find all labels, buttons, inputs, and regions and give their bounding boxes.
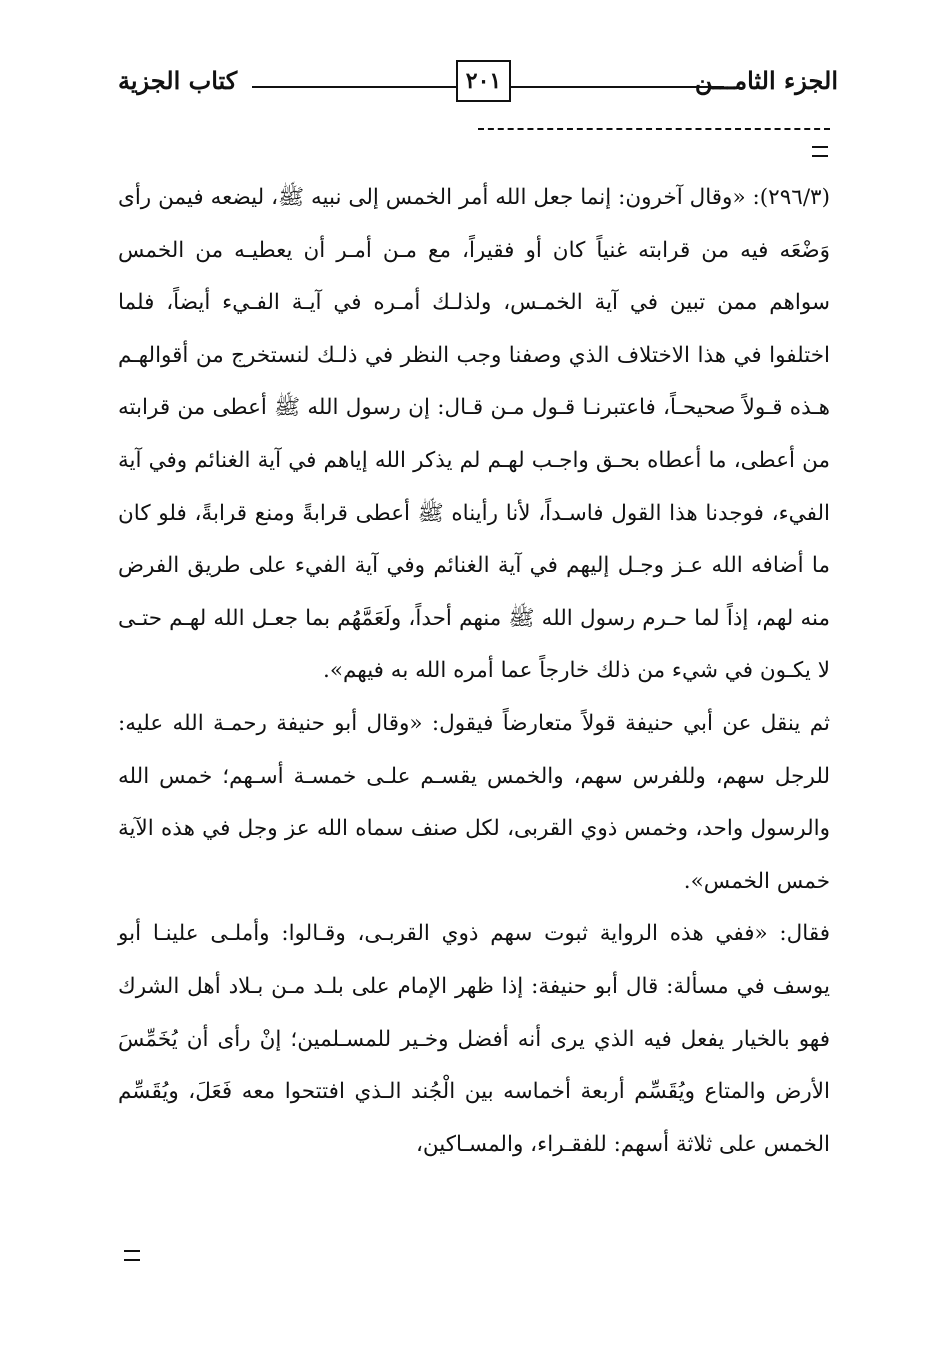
header-rule-left [252, 86, 456, 88]
part-label: الجزء الثامـــن [694, 66, 838, 95]
paragraph-abu-yusuf: فقال: «ففي هذه الرواية ثبوت سهم ذوي القربـى، وقـالوا: وأملـى علينـا أبو يوسف في مسألة: قال أبو حنيفة: إذا ظهر الإمام على بلـد مـن بـلاد أهل الشرك فهو بالخيار يفعل فيه الذي يرى أنه أفضل وخـير للمسـلمين؛ إنْ رأى أن يُخَمِّسَ الأرض والمتاع ويُقَسِّم أربعة أخماسه بين الْجُند الـذي افتتحوا معه فَعَلَ، ويُقَسِّم الخمس على ثلاثة أسهم: للفقـراء، والمسـاكين، [118, 921, 830, 1157]
header-rule-right [511, 86, 724, 88]
paragraph-quote-others: (٢٩٦/٣): «وقال آخرون: إنما جعل الله أمر الخمس إلى نبيه ﷺ، ليضعه فيمن رأى وَضْعَه فيه من قرابته غنياً كان أو فقيراً، مع مـن أمـر أن يعطيـه من الخمس سواهم ممن تبين في آية الخمـس، ولذلـك أمـره في آيـة الفـيء أيضاً، فلما اختلفوا في هذا الاختلاف الذي وصفنا وجب النظر في ذلـك لنستخرج من أقوالهـم هـذه قـولاً صحيحـاً، فاعتبرنـا قـول مـن قـال: إن رسول الله ﷺ أعطى من قرابته من أعطى، ما أعطاه بحـق واجـب لهـم لم يذكر الله إياهم في آية الغنائم وفي آية الفيء، فوجدنا هذا القول فاسـداً، لأنا رأيناه ﷺ أعطى قرابةً ومنع قرابةً، فلو كان ما أضافه الله عـز وجـل إليهم في آية الغنائم وفي آية الفيء على طريق الفرض منه لهم، إذاً لما حـرم رسول الله ﷺ منهم أحداً، ولَعَمَّهُم بما جعـل الله لهـم حتـى لا يكـون في شيء من ذلك خارجاً عما أمره الله به فيهم». [118, 185, 830, 684]
page-number: ٢٠١ [456, 60, 511, 102]
continuation-mark-top [812, 146, 828, 157]
page-header [118, 60, 838, 110]
book-title: كتاب الجزية [118, 66, 238, 95]
body-text [118, 172, 830, 1171]
paragraph-abu-hanifa: ثم ينقل عن أبي حنيفة قولاً متعارضاً فيقول: «وقال أبو حنيفة رحمـة الله عليه: للرجل سهم، وللفرس سهم، والخمس يقسـم علـى خمسـة أسـهم؛ خمس الله والرسول واحد، وخمس ذوي القربى، لكل صنف سماه الله عز وجل في هذه الآية خمس الخمس». [118, 710, 830, 894]
continuation-mark-bottom [124, 1250, 140, 1261]
header-dashed-divider [478, 128, 830, 130]
